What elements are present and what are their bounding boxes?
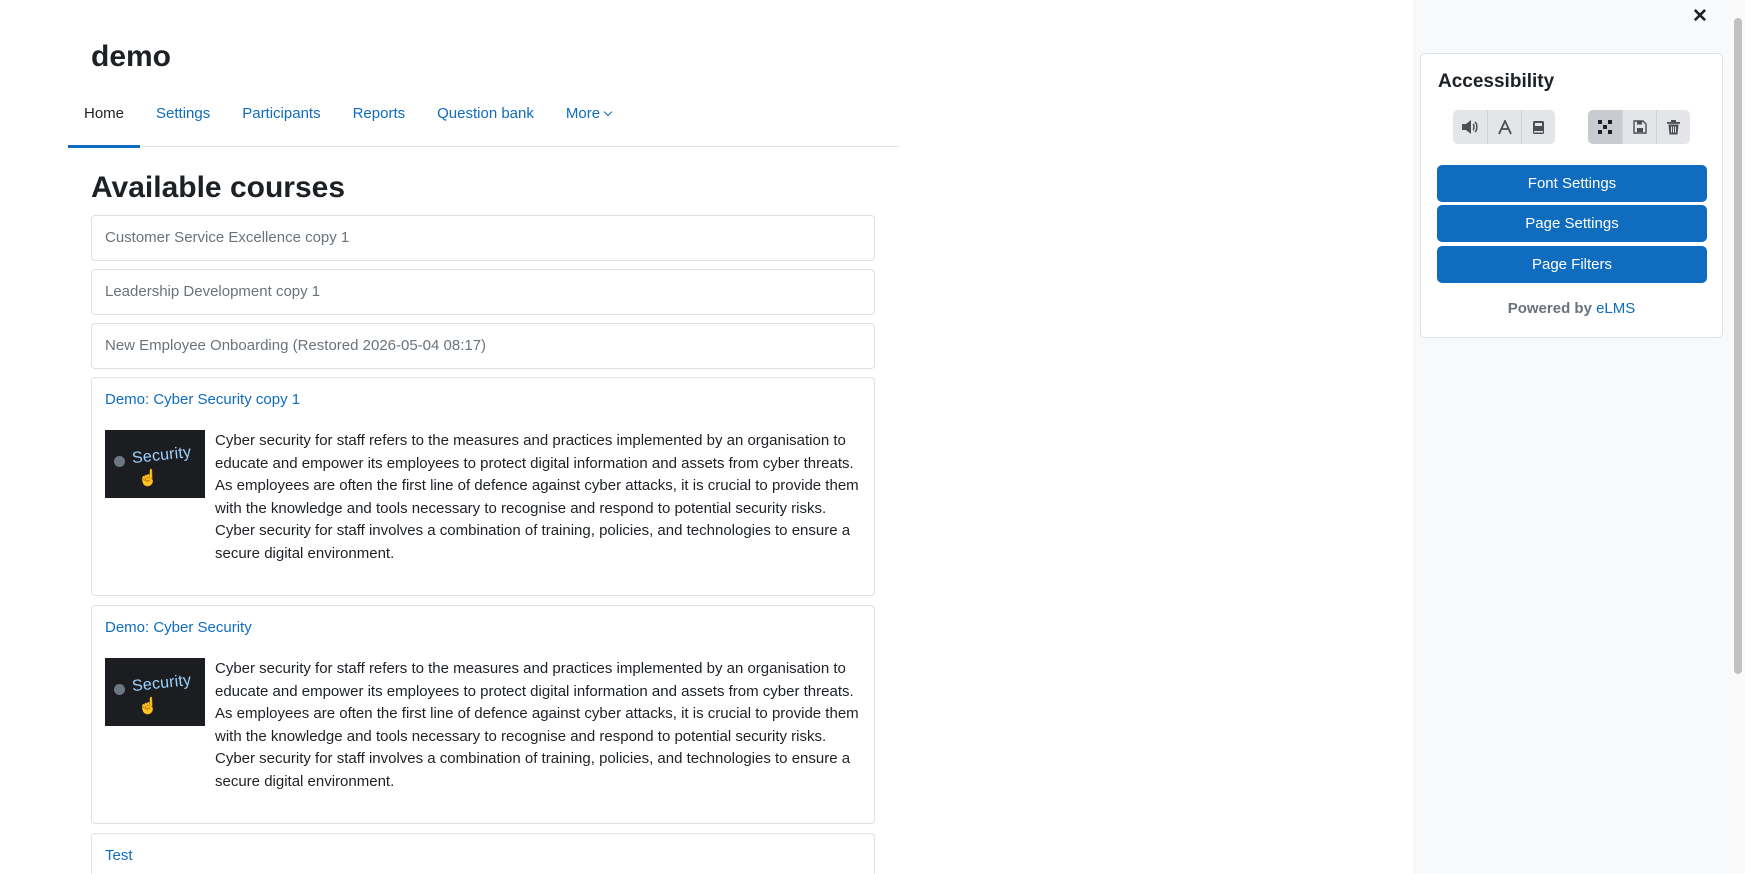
course-image-text: Security	[131, 671, 193, 696]
summary-line: Cyber security for staff refers to the measures and practices implemented by an organisation to	[215, 660, 846, 677]
tab-more-label: More	[565, 105, 601, 122]
scrollbar-thumb[interactable]	[1734, 18, 1742, 674]
course-card	[91, 605, 875, 824]
close-icon[interactable]: ✕	[1692, 6, 1708, 27]
tab-reports[interactable]: Reports	[352, 105, 406, 122]
trash-icon[interactable]	[1656, 110, 1690, 144]
page-settings-button[interactable]: Page Settings	[1437, 205, 1707, 242]
save-icon[interactable]	[1622, 110, 1656, 144]
page-filters-button[interactable]: Page Filters	[1437, 246, 1707, 283]
tab-question-bank[interactable]: Question bank	[437, 105, 534, 122]
summary-line: Cyber security for staff involves a combination of training, policies, and technologies to ensure a	[215, 522, 851, 539]
tab-participants[interactable]: Participants	[242, 105, 321, 122]
summary-line: with the knowledge and tools necessary to recognise and respond to potential security risks.	[215, 727, 827, 745]
course-summary	[215, 430, 859, 595]
summary-line: As employees are often the first line of defence against cyber attacks, it is crucial to provide them	[215, 477, 859, 494]
scrollbar[interactable]	[1731, 0, 1745, 874]
course-link[interactable]: Demo: Cyber Security copy 1	[105, 391, 301, 408]
powered-by-label: Powered by	[1507, 300, 1592, 317]
course-list	[91, 215, 875, 874]
book-icon[interactable]	[1521, 110, 1555, 144]
secondary-navigation	[68, 96, 899, 147]
summary-line: Cyber security for staff involves a combination of training, policies, and technologies to ensure a	[215, 750, 851, 767]
pointer-hand-icon: ☝	[138, 698, 158, 715]
summary-line: educate and empower its employees to protect digital information and assets from cyber threats.	[215, 682, 854, 700]
pointer-hand-icon: ☝	[138, 470, 158, 487]
course-image[interactable]	[105, 430, 205, 498]
accessibility-tools-group	[1453, 110, 1555, 144]
volume-icon[interactable]	[1453, 110, 1487, 144]
accessibility-panel	[1420, 53, 1723, 338]
powered-by	[1421, 300, 1722, 317]
summary-line: Cyber security for staff refers to the measures and practices implemented by an organisation to	[215, 432, 846, 449]
course-image-text: Security	[131, 443, 193, 468]
course-card	[91, 377, 875, 596]
summary-line: As employees are often the first line of defence against cyber attacks, it is crucial to provide them	[215, 705, 859, 722]
course-item[interactable]: Customer Service Excellence copy 1	[91, 215, 875, 261]
tab-home[interactable]: Home	[68, 96, 140, 147]
summary-line: educate and empower its employees to protect digital information and assets from cyber threats.	[215, 454, 854, 472]
powered-by-link[interactable]: eLMS	[1596, 300, 1636, 317]
course-card	[91, 833, 875, 874]
grid-icon[interactable]	[1588, 110, 1622, 144]
font-icon[interactable]	[1487, 110, 1521, 144]
course-item[interactable]: Leadership Development copy 1	[91, 269, 875, 315]
course-image[interactable]	[105, 658, 205, 726]
course-link[interactable]: Test	[105, 847, 133, 864]
course-item[interactable]: New Employee Onboarding (Restored 2026-05-04 08:17)	[91, 323, 875, 369]
course-summary	[215, 658, 859, 823]
accessibility-actions-group	[1588, 110, 1690, 144]
chevron-down-icon	[604, 108, 612, 116]
accessibility-title: Accessibility	[1438, 71, 1555, 92]
tab-settings[interactable]: Settings	[156, 105, 211, 122]
tab-more[interactable]	[550, 96, 627, 147]
section-title: Available courses	[91, 171, 346, 204]
font-settings-button[interactable]: Font Settings	[1437, 165, 1707, 202]
page-title: demo	[91, 40, 172, 73]
summary-line: secure digital environment.	[215, 772, 395, 790]
lock-icon	[114, 456, 125, 467]
summary-line: secure digital environment.	[215, 544, 395, 562]
lock-icon	[114, 684, 125, 695]
summary-line: with the knowledge and tools necessary to recognise and respond to potential security risks.	[215, 499, 827, 517]
course-link[interactable]: Demo: Cyber Security	[105, 619, 252, 636]
